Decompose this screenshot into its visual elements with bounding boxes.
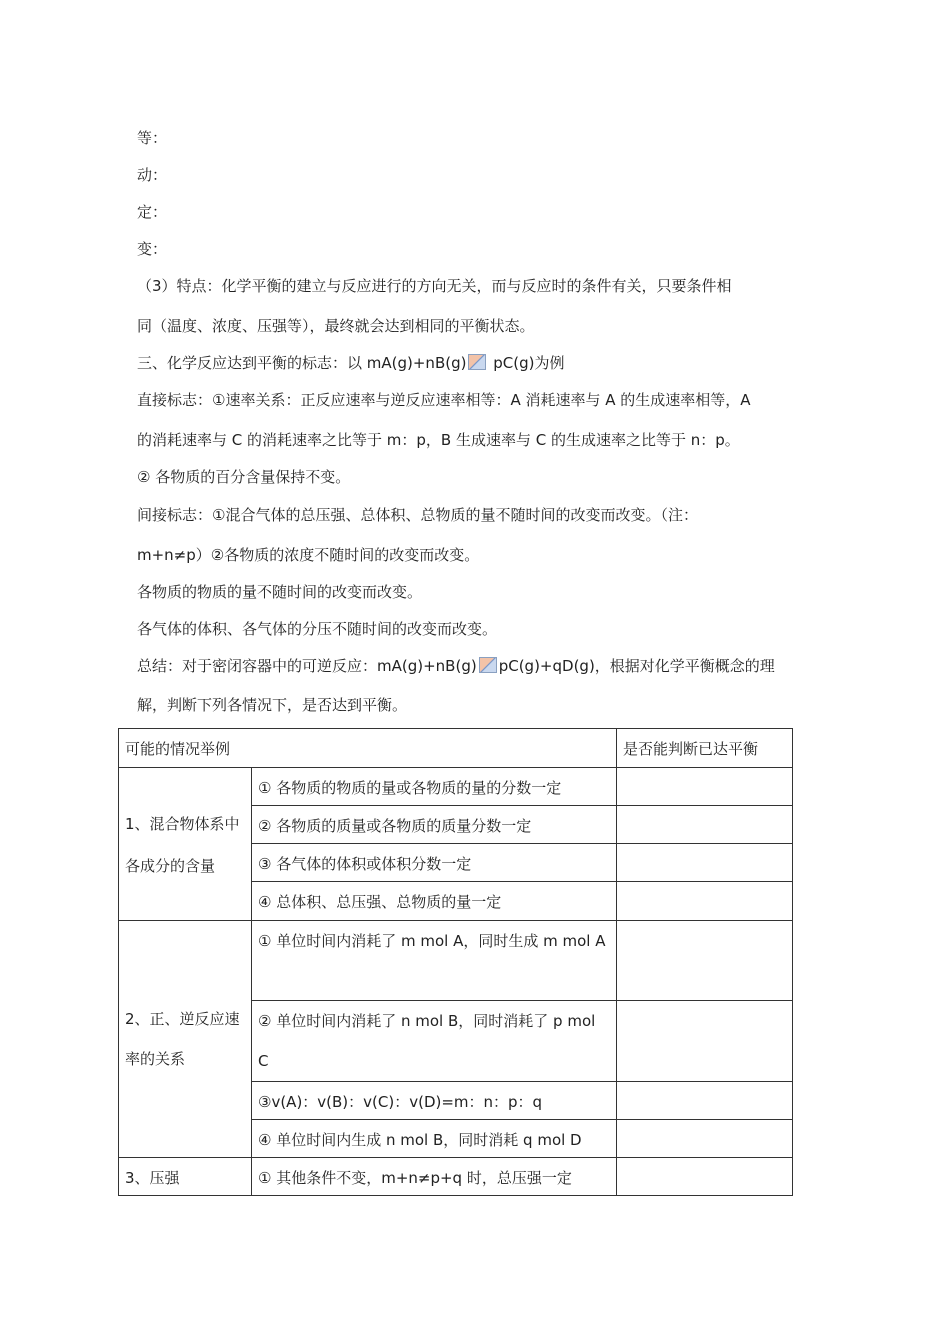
line-bian: 变：: [137, 240, 168, 258]
summary-line-2: 解，判断下列各情况下，是否达到平衡。: [137, 696, 408, 714]
table-row: [119, 1158, 793, 1196]
table-row: [119, 768, 793, 806]
section-3-heading-b: pC(g)为例: [488, 354, 565, 372]
equilibrium-arrow-icon: [479, 657, 497, 673]
judge-cell[interactable]: [617, 882, 793, 921]
section-3-heading-a: 三、化学反应达到平衡的标志：以 mA(g)+nB(g): [137, 354, 467, 372]
summary-line-1a: 总结：对于密闭容器中的可逆反应：mA(g)+nB(g): [137, 657, 477, 675]
judge-cell[interactable]: [617, 768, 793, 806]
judge-cell[interactable]: [617, 1082, 793, 1120]
header-judge-cell: 是否能判断已达平衡: [617, 729, 793, 768]
direct-sign-line-3: ② 各物质的百分含量保持不变。: [137, 468, 351, 486]
example-cell: ④ 单位时间内生成 n mol B，同时消耗 q mol D: [252, 1120, 617, 1158]
line-deng: 等：: [137, 129, 168, 147]
example-cell: ① 各物质的物质的量或各物质的量的分数一定: [252, 768, 617, 806]
table-header-row: [119, 729, 793, 768]
indirect-sign-line-1: 间接标志：①混合气体的总压强、总体积、总物质的量不随时间的改变而改变。（注：: [137, 506, 698, 524]
direct-sign-line-1: 直接标志：①速率关系：正反应速率与逆反应速率相等：A 消耗速率与 A 的生成速率相等，A: [137, 391, 751, 409]
line-ding: 定：: [137, 203, 168, 221]
judge-cell[interactable]: [617, 921, 793, 1001]
example-cell: ③ 各气体的体积或体积分数一定: [252, 844, 617, 882]
example-cell: ① 其他条件不变，m+n≠p+q 时，总压强一定: [252, 1158, 617, 1196]
header-example-cell: 可能的情况举例: [119, 729, 617, 768]
characteristics-line-1: （3）特点：化学平衡的建立与反应进行的方向无关，而与反应时的条件有关，只要条件相: [137, 277, 732, 295]
judge-cell[interactable]: [617, 1120, 793, 1158]
judge-cell[interactable]: [617, 1001, 793, 1082]
example-cell: ① 单位时间内消耗了 m mol A，同时生成 m mol A: [252, 921, 617, 1001]
indirect-sign-line-2: m+n≠p）②各物质的浓度不随时间的改变而改变。: [137, 546, 480, 564]
judge-cell[interactable]: [617, 844, 793, 882]
equilibrium-arrow-icon: [468, 354, 486, 370]
judge-cell[interactable]: [617, 1158, 793, 1196]
category-3-cell: 3、压强: [119, 1158, 252, 1196]
table-row: [119, 921, 793, 1001]
example-cell: ④ 总体积、总压强、总物质的量一定: [252, 882, 617, 921]
example-cell: ② 单位时间内消耗了 n mol B，同时消耗了 p mol C: [252, 1001, 617, 1082]
summary-line-1b: pC(g)+qD(g)，根据对化学平衡概念的理: [498, 657, 775, 675]
category-2-cell: 2、正、逆反应速率的关系: [119, 921, 252, 1158]
characteristics-line-2: 同（温度、浓度、压强等），最终就会达到相同的平衡状态。: [137, 317, 535, 335]
category-1-cell: 1、混合物体系中各成分的含量: [119, 768, 252, 921]
indirect-sign-line-4: 各气体的体积、各气体的分压不随时间的改变而改变。: [137, 620, 498, 638]
equilibrium-judgement-table: [118, 728, 793, 1196]
direct-sign-line-2: 的消耗速率与 C 的消耗速率之比等于 m：p，B 生成速率与 C 的生成速率之比等于 n：p。: [137, 431, 740, 449]
example-cell: ② 各物质的质量或各物质的质量分数一定: [252, 806, 617, 844]
example-cell: ③v(A)：v(B)：v(C)：v(D)=m：n：p：q: [252, 1082, 617, 1120]
summary-line-1: [137, 656, 775, 676]
section-3-heading: [137, 353, 564, 373]
judge-cell[interactable]: [617, 806, 793, 844]
line-dong: 动：: [137, 166, 168, 184]
indirect-sign-line-3: 各物质的物质的量不随时间的改变而改变。: [137, 583, 423, 601]
